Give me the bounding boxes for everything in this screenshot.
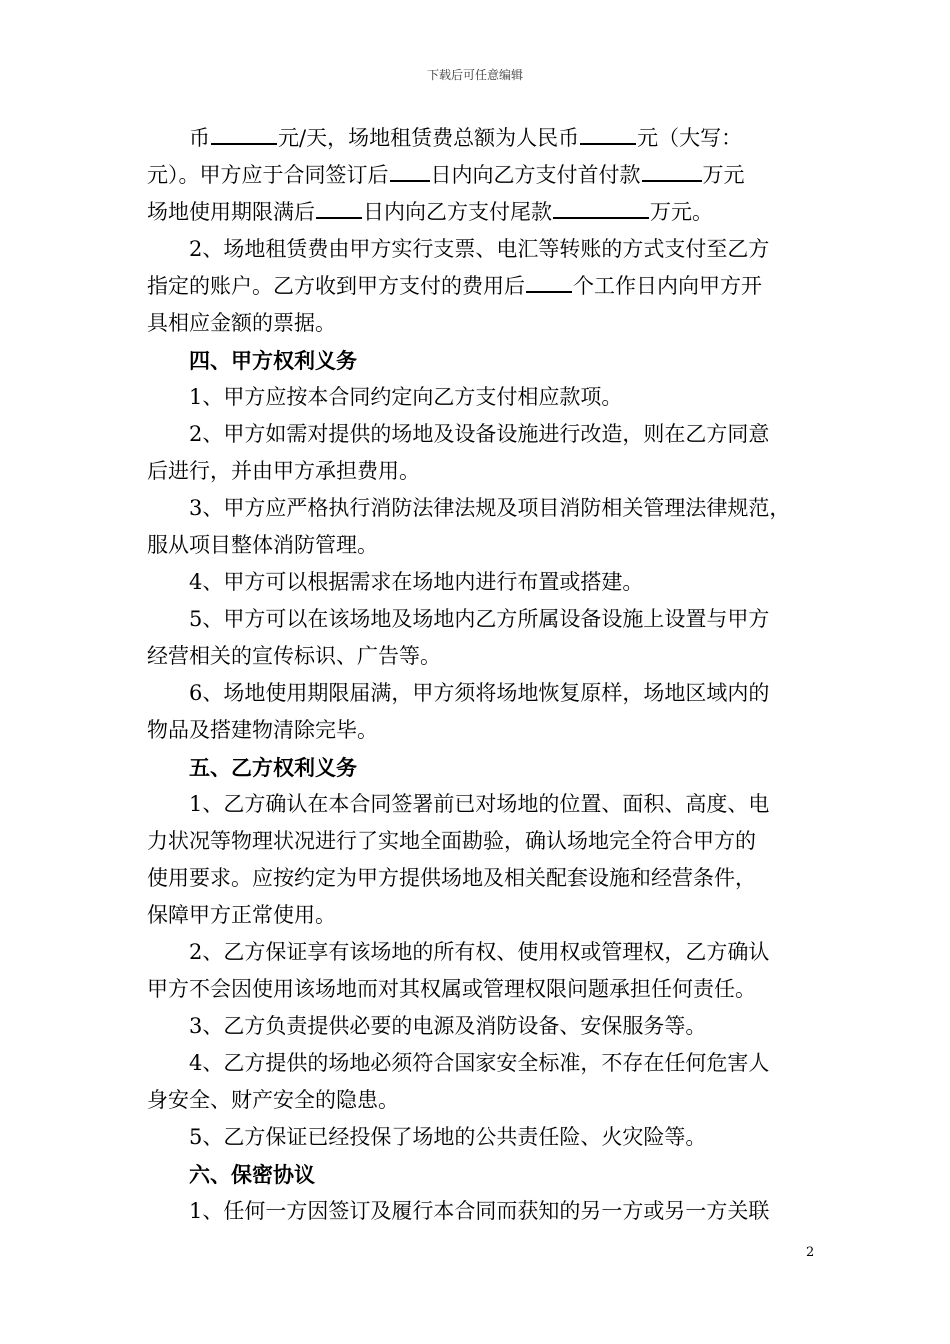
paragraph-line: 1、甲方应按本合同约定向乙方支付相应款项。 <box>189 385 623 409</box>
fill-in-blank <box>642 158 702 182</box>
paragraph-line: 后进行，并由甲方承担费用。 <box>147 459 420 483</box>
paragraph-line: 使用要求。应按约定为甲方提供场地及相关配套设施和经营条件， <box>147 866 756 890</box>
paragraph-line: 1、乙方确认在本合同签署前已对场地的位置、面积、高度、电 <box>189 792 770 816</box>
paragraph-line: 2、乙方保证享有该场地的所有权、使用权或管理权，乙方确认 <box>189 940 770 964</box>
paragraph-line: 5、乙方保证已经投保了场地的公共责任险、火灾险等。 <box>189 1125 707 1149</box>
fill-in-blank <box>553 195 649 219</box>
text-segment: 场地使用期限满后 <box>147 200 315 224</box>
paragraph-line: 甲方不会因使用该场地而对其权属或管理权限问题承担任何责任。 <box>147 977 756 1001</box>
paragraph-line: 2、场地租赁费由甲方实行支票、电汇等转账的方式支付至乙方 <box>189 237 770 261</box>
paragraph-line <box>147 120 819 157</box>
text-segment: 元）。甲方应于合同签订后 <box>147 163 389 187</box>
text-segment: 元（大写： <box>637 126 743 150</box>
paragraph-line <box>147 157 819 194</box>
contract-body <box>147 120 819 1230</box>
text-segment: 元/天，场地租赁费总额为人民币 <box>278 126 580 150</box>
paragraph-line: 4、乙方提供的场地必须符合国家安全标准，不存在任何危害人 <box>189 1051 770 1075</box>
paragraph-line: 具相应金额的票据。 <box>147 311 336 335</box>
text-segment: 万元。 <box>650 200 713 224</box>
paragraph-line: 5、甲方可以在该场地及场地内乙方所属设备设施上设置与甲方 <box>189 607 770 631</box>
header-watermark: 下载后可任意编辑 <box>426 68 523 82</box>
paragraph-line: 3、乙方负责提供必要的电源及消防设备、安保服务等。 <box>189 1014 707 1038</box>
paragraph-line: 1、任何一方因签订及履行本合同而获知的另一方或另一方关联 <box>189 1199 770 1223</box>
paragraph-line <box>147 194 819 231</box>
section-heading: 五、乙方权利义务 <box>189 755 357 780</box>
fill-in-blank <box>211 121 277 145</box>
section-heading: 四、甲方权利义务 <box>189 348 357 373</box>
text-segment: 个工作日内向甲方开 <box>573 274 762 298</box>
text-segment: 万元 <box>702 163 745 187</box>
paragraph-line: 3、甲方应严格执行消防法律法规及项目消防相关管理法律规范， <box>189 496 791 520</box>
text-segment: 币 <box>189 126 210 150</box>
paragraph-line: 力状况等物理状况进行了实地全面勘验，确认场地完全符合甲方的 <box>147 829 756 853</box>
text-segment: 日内向乙方支付尾款 <box>363 200 552 224</box>
page-number: 2 <box>806 1245 815 1260</box>
fill-in-blank <box>580 121 636 145</box>
paragraph-line <box>147 268 819 305</box>
text-segment: 指定的账户。乙方收到甲方支付的费用后 <box>147 274 525 298</box>
paragraph-line: 2、甲方如需对提供的场地及设备设施进行改造，则在乙方同意 <box>189 422 770 446</box>
paragraph-line: 物品及搭建物清除完毕。 <box>147 718 378 742</box>
text-segment: 日内向乙方支付首付款 <box>430 163 641 187</box>
paragraph-line: 保障甲方正常使用。 <box>147 903 336 927</box>
paragraph-line: 经营相关的宣传标识、广告等。 <box>147 644 441 668</box>
paragraph-line: 服从项目整体消防管理。 <box>147 533 378 557</box>
fill-in-blank <box>316 195 362 219</box>
paragraph-line: 6、场地使用期限届满，甲方须将场地恢复原样，场地区域内的 <box>189 681 770 705</box>
paragraph-line: 4、甲方可以根据需求在场地内进行布置或搭建。 <box>189 570 644 594</box>
paragraph-line: 身安全、财产安全的隐患。 <box>147 1088 399 1112</box>
fill-in-blank <box>390 158 430 182</box>
section-heading: 六、保密协议 <box>189 1162 315 1187</box>
fill-in-blank <box>526 269 572 293</box>
